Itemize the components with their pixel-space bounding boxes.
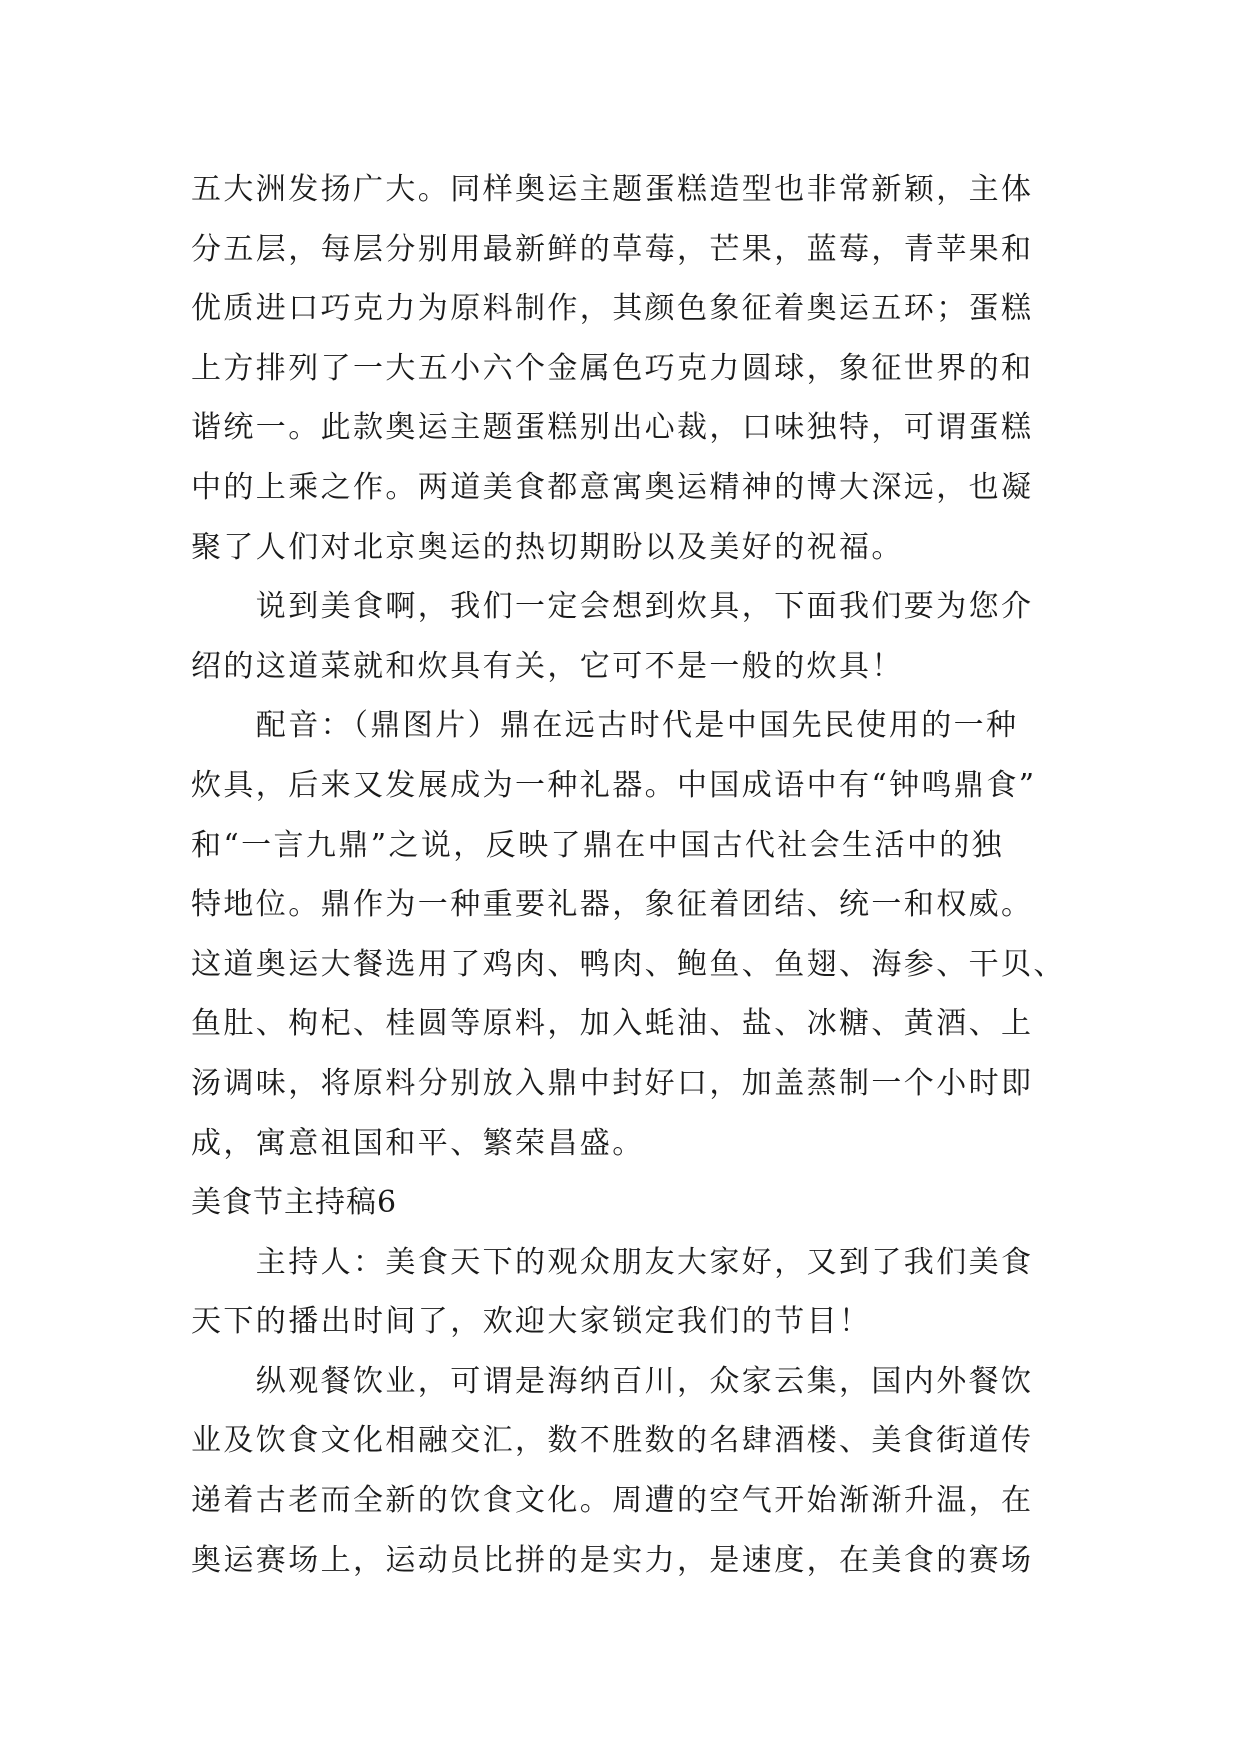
- text-line: 配音：（鼎图片）鼎在远古时代是中国先民使用的一种: [191, 708, 1019, 744]
- text-line: 递着古老而全新的饮食文化。周遭的空气开始渐渐升温，在: [191, 1483, 1034, 1519]
- text-line: 业及饮食文化相融交汇，数不胜数的名肆酒楼、美食街道传: [191, 1423, 1034, 1459]
- text-line: 这道奥运大餐选用了鸡肉、鸭肉、鲍鱼、鱼翅、海参、干贝、: [191, 946, 1066, 982]
- text-line: 鱼肚、枸杞、桂圆等原料，加入蚝油、盐、冰糖、黄酒、上: [191, 1006, 1034, 1042]
- text-line: 谐统一。此款奥运主题蛋糕别出心裁，口味独特，可谓蛋糕: [191, 410, 1034, 446]
- text-line: 天下的播出时间了，欢迎大家锁定我们的节目！: [191, 1304, 872, 1340]
- text-line: 炊具，后来又发展成为一种礼器。中国成语中有“钟鸣鼎食”: [191, 767, 1037, 803]
- text-line: 说到美食啊，我们一定会想到炊具，下面我们要为您介: [191, 589, 1034, 625]
- text-line: 成，寓意祖国和平、繁荣昌盛。: [191, 1125, 645, 1161]
- text-line: 汤调味，将原料分别放入鼎中封好口，加盖蒸制一个小时即: [191, 1065, 1034, 1101]
- text-line: 分五层，每层分别用最新鲜的草莓，芒果，蓝莓，青苹果和: [191, 231, 1034, 267]
- text-line: 特地位。鼎作为一种重要礼器，象征着团结、统一和权威。: [191, 887, 1034, 923]
- text-line: 中的上乘之作。两道美食都意寓奥运精神的博大深远，也凝: [191, 469, 1034, 505]
- text-line: 主持人：美食天下的观众朋友大家好，又到了我们美食: [191, 1244, 1034, 1280]
- text-line: 优质进口巧克力为原料制作，其颜色象征着奥运五环；蛋糕: [191, 291, 1034, 327]
- text-line: 聚了人们对北京奥运的热切期盼以及美好的祝福。: [191, 529, 904, 565]
- text-line: 奥运赛场上，运动员比拼的是实力，是速度，在美食的赛场: [191, 1542, 1034, 1578]
- text-line: 和“一言九鼎”之说，反映了鼎在中国古代社会生活中的独: [191, 827, 1005, 863]
- body-text: [191, 160, 1066, 1590]
- text-line: 纵观餐饮业，可谓是海纳百川，众家云集，国内外餐饮: [191, 1363, 1034, 1399]
- text-line: 五大洲发扬广大。同样奥运主题蛋糕造型也非常新颖，主体: [191, 172, 1034, 207]
- section-heading: 美食节主持稿6: [191, 1185, 398, 1221]
- text-line: 绍的这道菜就和炊具有关，它可不是一般的炊具！: [191, 648, 904, 684]
- text-line: 上方排列了一大五小六个金属色巧克力圆球，象征世界的和: [191, 350, 1034, 386]
